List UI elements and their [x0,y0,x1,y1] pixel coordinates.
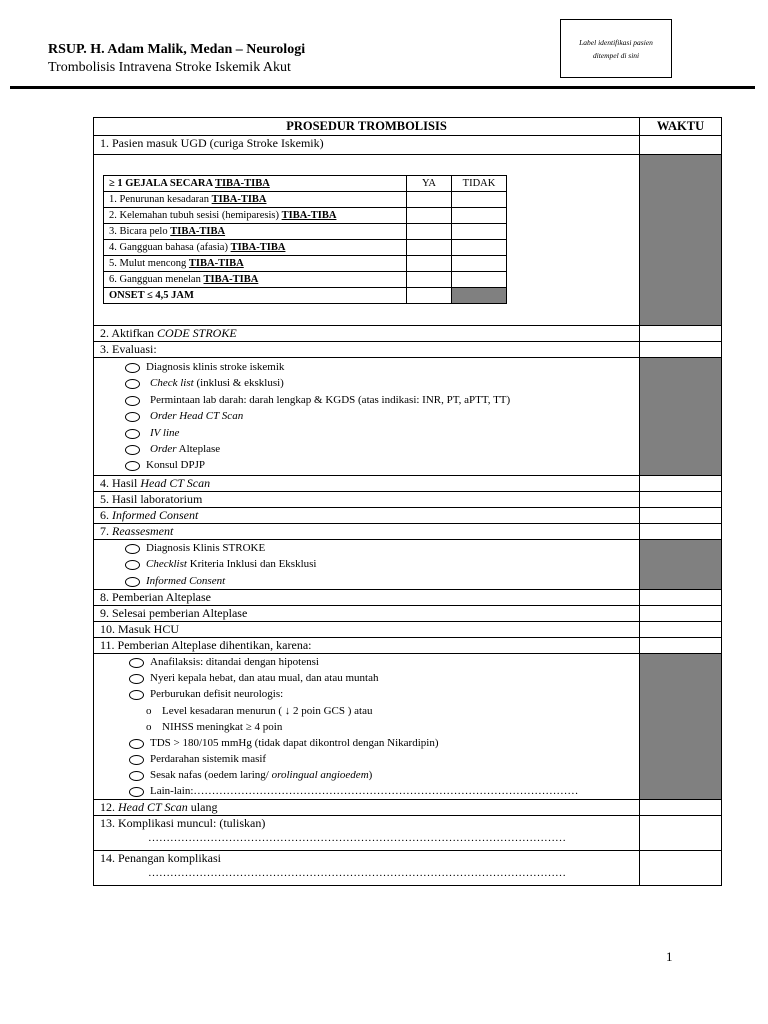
col-procedure-header: PROSEDUR TROMBOLISIS [94,118,640,136]
step-8: 8. Pemberian Alteplase [94,590,640,606]
stop-reasons-list [94,654,640,800]
shaded-time-cell [640,539,722,589]
time-cell[interactable] [640,475,722,491]
yes-checkbox[interactable] [407,240,452,256]
col-time-header: WAKTU [640,118,722,136]
col-no: TIDAK [452,176,507,192]
step-row [94,800,722,816]
symptom-cell [94,155,640,326]
step-row [94,638,722,654]
shaded-cell [452,288,507,304]
time-cell[interactable] [640,622,722,638]
circle-checkbox-icon[interactable] [129,739,144,749]
step-row [94,523,722,539]
step-2: 2. Aktifkan CODE STROKE [94,326,640,342]
checklist-item[interactable]: TDS > 180/105 mmHg (tidak dapat dikontrol dengan Nikardipin) [94,735,639,751]
time-cell[interactable] [640,491,722,507]
sub-item: o NIHSS meningkat ≥ 4 poin [146,720,283,733]
write-in-line[interactable]: …………………………………………………………………………………………………… [148,867,566,880]
symptom-label: 1. Penurunan kesadaran TIBA-TIBA [104,192,407,208]
step-row [94,342,722,358]
checklist-item[interactable]: Konsul DPJP [94,457,639,473]
circle-checkbox-icon[interactable] [129,658,144,668]
symptom-row [94,155,722,326]
checklist-item[interactable]: Permintaan lab darah: darah lengkap & KGDS (atas indikasi: INR, PT, aPTT, TT) [94,392,639,408]
checklist-item[interactable]: Checklist Kriteria Inklusi dan Eksklusi [94,556,639,572]
step-14: 14. Penangan komplikasi …………………………………………………………………………………………………… [94,851,640,886]
header-divider [10,86,755,89]
symptom-header: ≥ 1 GEJALA SECARA TIBA-TIBA [104,176,407,192]
time-cell[interactable] [640,507,722,523]
circle-checkbox-icon[interactable] [129,690,144,700]
shaded-time-cell [640,358,722,476]
step-row [94,491,722,507]
shaded-time-cell [640,155,722,326]
checklist-item[interactable]: Perdarahan sistemik masif [94,751,639,767]
checklist-item[interactable]: Nyeri kepala hebat, dan atau mual, dan atau muntah [94,670,639,686]
bullet-icon: o [146,704,152,717]
write-in-line[interactable]: …………………………………………………………………………………………………… [148,832,566,845]
symptom-row-item [104,192,507,208]
onset-yes-checkbox[interactable] [407,288,452,304]
step-row [94,851,722,886]
time-cell[interactable] [640,851,722,886]
form-subtitle: Trombolisis Intravena Stroke Iskemik Akut [48,60,291,75]
procedure-table [93,117,722,886]
onset-row [104,288,507,304]
checklist-item[interactable]: Check list (inklusi & eksklusi) [94,375,639,391]
circle-checkbox-icon[interactable] [125,429,140,439]
step-11: 11. Pemberian Alteplase dihentikan, karena: [94,638,640,654]
step-1: 1. Pasien masuk UGD (curiga Stroke Iskemik) [94,136,640,155]
yes-checkbox[interactable] [407,192,452,208]
circle-checkbox-icon[interactable] [125,560,140,570]
yes-checkbox[interactable] [407,208,452,224]
label-line-1: Label identifikasi pasien [579,37,653,47]
symptom-row-item [104,240,507,256]
symptom-row-item [104,208,507,224]
step-row [94,606,722,622]
onset-label: ONSET ≤ 4,5 JAM [104,288,407,304]
table-header-row [94,118,722,136]
step-6: 6. Informed Consent [94,507,640,523]
time-cell[interactable] [640,342,722,358]
symptom-label: 2. Kelemahan tubuh sesisi (hemiparesis) TIBA-TIBA [104,208,407,224]
time-cell[interactable] [640,523,722,539]
yes-checkbox[interactable] [407,224,452,240]
step-10: 10. Masuk HCU [94,622,640,638]
symptom-label: 3. Bicara pelo TIBA-TIBA [104,224,407,240]
circle-checkbox-icon[interactable] [125,396,140,406]
circle-checkbox-icon[interactable] [125,363,140,373]
circle-checkbox-icon[interactable] [125,577,140,587]
time-cell[interactable] [640,136,722,155]
checklist-item[interactable]: Perburukan defisit neurologis: [94,686,639,702]
step-row [94,590,722,606]
symptom-table [103,175,507,304]
no-checkbox[interactable] [452,224,507,240]
time-cell[interactable] [640,638,722,654]
yes-checkbox[interactable] [407,256,452,272]
time-cell[interactable] [640,590,722,606]
step-5: 5. Hasil laboratorium [94,491,640,507]
circle-checkbox-icon[interactable] [129,771,144,781]
reassess-list [94,539,640,589]
bullet-icon: o [146,720,152,733]
checklist-item[interactable]: Informed Consent [94,573,639,589]
sub-item: o Level kesadaran menurun ( ↓ 2 poin GCS ) atau [146,704,373,717]
no-checkbox[interactable] [452,272,507,288]
symptom-row-item [104,272,507,288]
step-9: 9. Selesai pemberian Alteplase [94,606,640,622]
step-row [94,816,722,851]
circle-checkbox-icon[interactable] [129,787,144,797]
step-12: 12. Head CT Scan ulang [94,800,640,816]
time-cell[interactable] [640,816,722,851]
shaded-time-cell [640,654,722,800]
symptom-row-item [104,256,507,272]
checklist-item[interactable]: Order Head CT Scan [94,408,639,424]
step-row [94,507,722,523]
label-line-2: ditempel di sini [592,50,640,60]
stop-reasons-row [94,654,722,800]
circle-checkbox-icon[interactable] [129,755,144,765]
step-7: 7. Reassesment [94,523,640,539]
col-yes: YA [407,176,452,192]
step-4: 4. Hasil Head CT Scan [94,475,640,491]
evaluasi-list [94,358,640,476]
evaluasi-row [94,358,722,476]
symptom-row-item [104,224,507,240]
hospital-title: RSUP. H. Adam Malik, Medan – Neurologi [48,42,306,57]
step-13: 13. Komplikasi muncul: (tuliskan) …………………………………………………………………………………………………… [94,816,640,851]
circle-checkbox-icon[interactable] [125,379,140,389]
circle-checkbox-icon[interactable] [125,461,140,471]
step-row [94,475,722,491]
time-cell[interactable] [640,326,722,342]
no-checkbox[interactable] [452,256,507,272]
symptom-label: 5. Mulut mencong TIBA-TIBA [104,256,407,272]
circle-checkbox-icon[interactable] [125,445,140,455]
checklist-item[interactable]: Diagnosis klinis stroke iskemik [94,359,639,375]
step-row [94,622,722,638]
checklist-item[interactable]: Order Alteplase [94,441,639,457]
symptom-label: 6. Gangguan menelan TIBA-TIBA [104,272,407,288]
circle-checkbox-icon[interactable] [125,412,140,422]
patient-label-box [560,19,672,78]
checklist-item[interactable]: Anafilaksis: ditandai dengan hipotensi [94,654,639,670]
step-row [94,326,722,342]
time-cell[interactable] [640,606,722,622]
circle-checkbox-icon[interactable] [129,674,144,684]
checklist-item[interactable]: Diagnosis Klinis STROKE [94,540,639,556]
step-row [94,136,722,155]
checklist-item[interactable]: Sesak nafas (oedem laring/ orolingual angioedem) [94,767,639,783]
no-checkbox[interactable] [452,208,507,224]
reassess-row [94,539,722,589]
checklist-item[interactable]: IV line [94,425,639,441]
no-checkbox[interactable] [452,192,507,208]
time-cell[interactable] [640,800,722,816]
yes-checkbox[interactable] [407,272,452,288]
page-number: 1 [666,949,673,964]
circle-checkbox-icon[interactable] [125,544,140,554]
symptom-label: 4. Gangguan bahasa (afasia) TIBA-TIBA [104,240,407,256]
step-3: 3. Evaluasi: [94,342,640,358]
no-checkbox[interactable] [452,240,507,256]
checklist-item-other[interactable]: Lain-lain:…………………………………………………………………………………………… [94,783,639,799]
